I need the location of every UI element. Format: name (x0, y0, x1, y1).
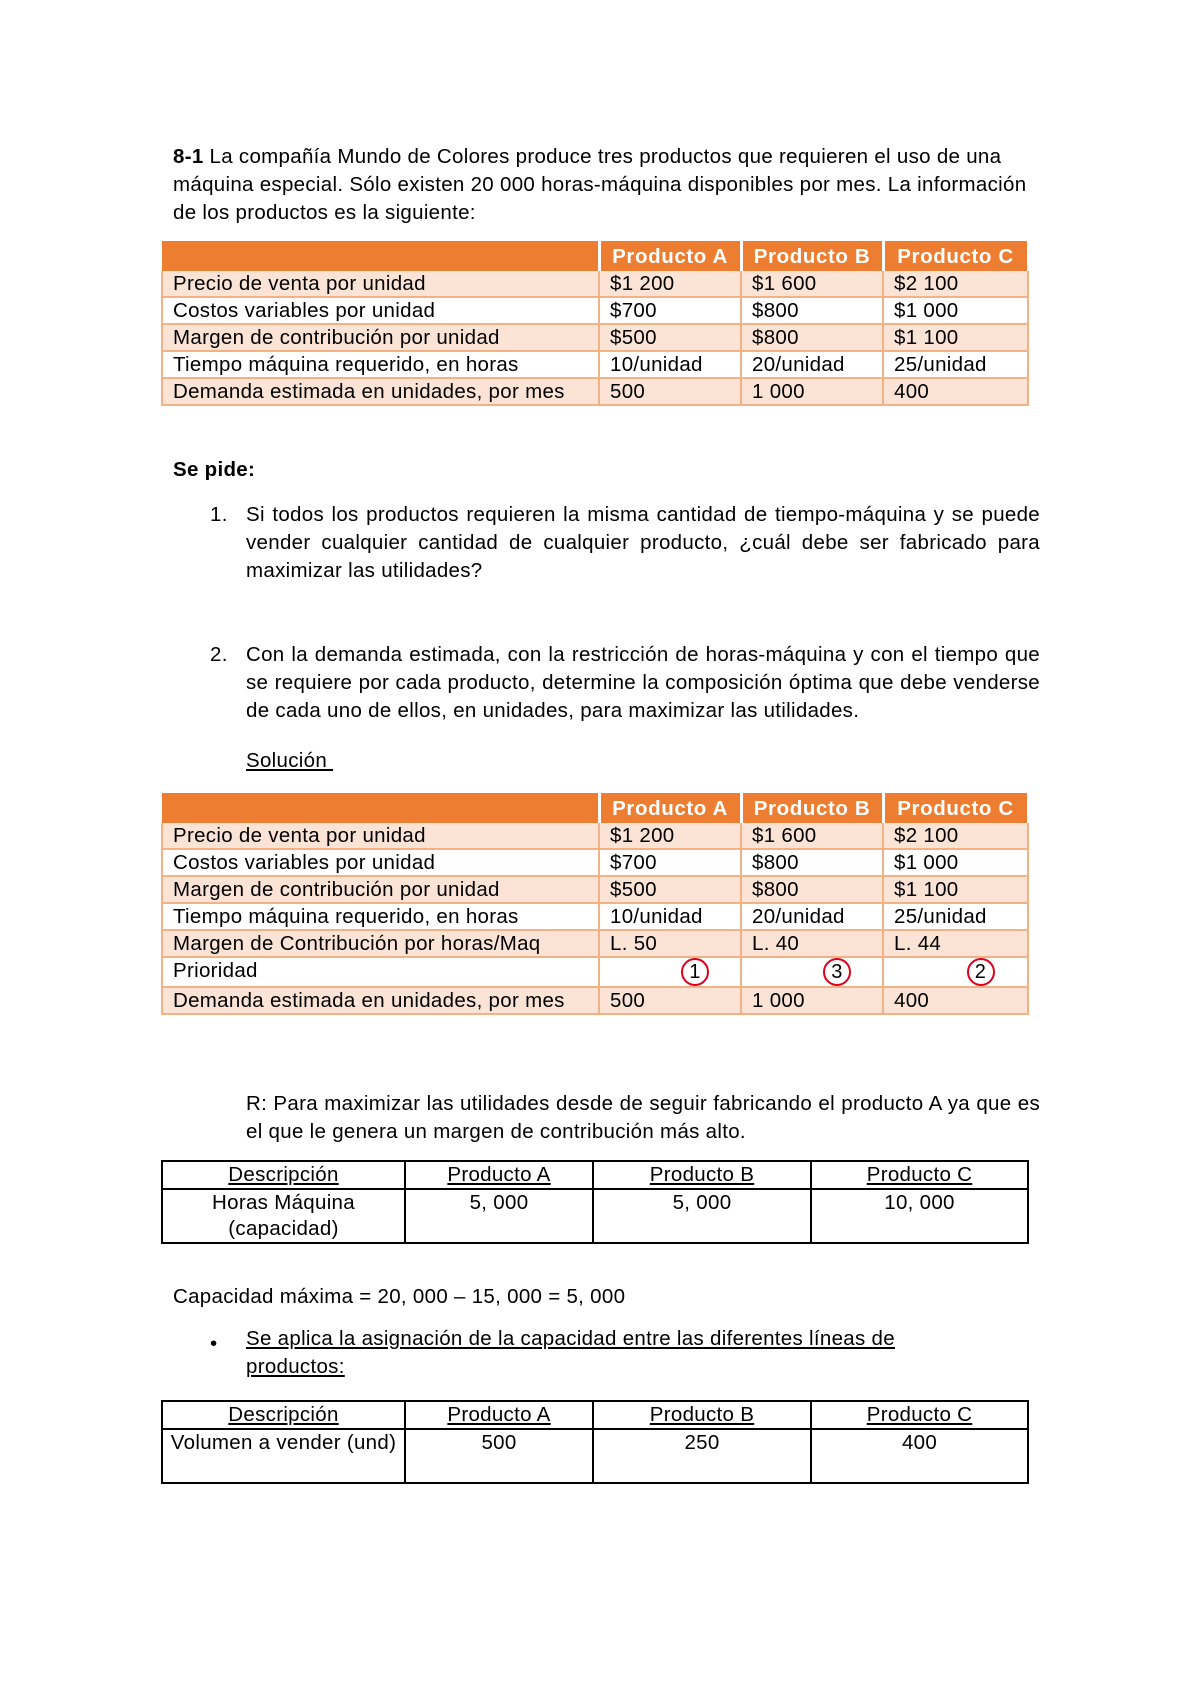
row-label: Tiempo máquina requerido, en horas (162, 903, 599, 930)
header-text: Producto C (866, 1163, 973, 1186)
row-label: Margen de Contribución por horas/Maq (162, 930, 599, 957)
table-cell: $800 (741, 849, 883, 876)
table-cell: $800 (741, 297, 883, 324)
header-cell: Producto C (883, 241, 1028, 271)
table-cell: 1 000 (741, 378, 883, 405)
volume-table (161, 1400, 1029, 1484)
table-cell: $1 200 (599, 823, 741, 849)
header-cell (593, 1161, 811, 1189)
row-label: Prioridad (162, 957, 599, 987)
row-label: Horas Máquina (capacidad) (162, 1189, 405, 1243)
table-cell: L. 40 (741, 930, 883, 957)
table-cell: 400 (811, 1429, 1028, 1483)
priority-cell (741, 957, 883, 987)
solucion-heading: Solución (246, 749, 334, 772)
question-number: 2. (210, 643, 228, 666)
table-cell: $1 600 (741, 823, 883, 849)
header-cell (162, 1161, 405, 1189)
row-label: Costos variables por unidad (162, 849, 599, 876)
priority-circle: 3 (823, 958, 851, 986)
question-text: Si todos los productos requieren la misma cantidad de tiempo-máquina y se puede vender cualquier cantidad de cualquier producto, ¿cuál debe ser fabricado para maximizar las utilidades? (246, 503, 1040, 582)
header-cell (811, 1161, 1028, 1189)
priority-row (162, 957, 1028, 987)
table-cell: 5, 000 (593, 1189, 811, 1243)
table-cell: 10, 000 (811, 1189, 1028, 1243)
bullet-icon: • (210, 1332, 218, 1355)
row-label: Precio de venta por unidad (162, 823, 599, 849)
table-cell: 400 (883, 378, 1028, 405)
table-row (162, 876, 1028, 903)
table-cell: 10/unidad (599, 903, 741, 930)
table-cell: $1 100 (883, 876, 1028, 903)
table-cell: L. 50 (599, 930, 741, 957)
row-label: Demanda estimada en unidades, por mes (162, 987, 599, 1014)
table-cell: 25/unidad (883, 351, 1028, 378)
row-label: Margen de contribución por unidad (162, 324, 599, 351)
solution-table (161, 793, 1030, 1015)
header-cell (162, 1401, 405, 1429)
table-header-row (162, 241, 1028, 271)
table-row (162, 1429, 1028, 1483)
product-table (161, 241, 1030, 406)
header-text: Producto A (447, 1403, 551, 1426)
table-cell: 25/unidad (883, 903, 1028, 930)
table-row (162, 324, 1028, 351)
table-cell: $500 (599, 324, 741, 351)
bullet-text: Se aplica la asignación de la capacidad entre las diferentes líneas de productos: (246, 1327, 895, 1378)
header-cell (162, 793, 599, 823)
question-text: Con la demanda estimada, con la restricción de horas-máquina y con el tiempo que se requiere por cada producto, determine la composición óptima que debe venderse de cada uno de ellos, en unidades, para maximizar las utilidades. (246, 643, 1040, 722)
exercise-label: 8-1 (173, 145, 204, 168)
row-label: Demanda estimada en unidades, por mes (162, 378, 599, 405)
intro-text: La compañía Mundo de Colores produce tres productos que requieren el uso de una máquina especial. Sólo existen 20 000 horas-máquina disponibles por mes. La información de los productos es la siguiente: (173, 145, 1027, 224)
table-row (162, 297, 1028, 324)
row-label: Margen de contribución por unidad (162, 876, 599, 903)
capacity-table (161, 1160, 1029, 1244)
table-cell: $1 600 (741, 271, 883, 297)
table-cell: 500 (599, 378, 741, 405)
row-label: Volumen a vender (und) (162, 1429, 405, 1483)
table-cell: $1 000 (883, 297, 1028, 324)
header-cell (811, 1401, 1028, 1429)
answer-text: R: Para maximizar las utilidades desde de seguir fabricando el producto A ya que es el que le genera un margen de contribución más alto. (246, 1092, 1040, 1143)
table-cell: $800 (741, 876, 883, 903)
table-cell: $1 100 (883, 324, 1028, 351)
table-cell: 20/unidad (741, 903, 883, 930)
table-cell: L. 44 (883, 930, 1028, 957)
header-text: Producto B (649, 1403, 755, 1426)
priority-circle: 1 (681, 958, 709, 986)
table-cell: $2 100 (883, 823, 1028, 849)
header-cell (405, 1161, 593, 1189)
question-number: 1. (210, 503, 228, 526)
table-row (162, 987, 1028, 1014)
priority-circle: 2 (967, 958, 995, 986)
table-cell: 500 (599, 987, 741, 1014)
header-cell: Producto C (883, 793, 1028, 823)
table-row (162, 1189, 1028, 1243)
capacity-line: Capacidad máxima = 20, 000 – 15, 000 = 5, 000 (173, 1285, 626, 1308)
table-cell: 1 000 (741, 987, 883, 1014)
table-cell: 250 (593, 1429, 811, 1483)
table-cell: $1 200 (599, 271, 741, 297)
header-cell (405, 1401, 593, 1429)
table-row (162, 823, 1028, 849)
table-cell: $2 100 (883, 271, 1028, 297)
header-text: Descripción (228, 1403, 339, 1426)
table-row (162, 378, 1028, 405)
table-cell: 10/unidad (599, 351, 741, 378)
priority-cell (599, 957, 741, 987)
se-pide-heading: Se pide: (173, 458, 256, 481)
table-header-row (162, 793, 1028, 823)
table-row (162, 271, 1028, 297)
header-text: Producto A (447, 1163, 551, 1186)
table-cell: 5, 000 (405, 1189, 593, 1243)
table-header-row (162, 1401, 1028, 1429)
row-label: Tiempo máquina requerido, en horas (162, 351, 599, 378)
table-cell: 500 (405, 1429, 593, 1483)
table-row (162, 930, 1028, 957)
table-cell: $700 (599, 297, 741, 324)
header-cell: Producto A (599, 241, 741, 271)
header-cell (162, 241, 599, 271)
table-row (162, 849, 1028, 876)
header-text: Producto B (649, 1163, 755, 1186)
table-cell: $1 000 (883, 849, 1028, 876)
table-row (162, 903, 1028, 930)
header-text: Descripción (228, 1163, 339, 1186)
header-text: Producto C (866, 1403, 973, 1426)
header-cell: Producto B (741, 241, 883, 271)
table-header-row (162, 1161, 1028, 1189)
table-cell: 400 (883, 987, 1028, 1014)
priority-cell (883, 957, 1028, 987)
header-cell: Producto A (599, 793, 741, 823)
header-cell (593, 1401, 811, 1429)
table-cell: 20/unidad (741, 351, 883, 378)
row-label: Precio de venta por unidad (162, 271, 599, 297)
table-row (162, 351, 1028, 378)
row-label: Costos variables por unidad (162, 297, 599, 324)
intro-paragraph (173, 143, 1041, 227)
table-cell: $500 (599, 876, 741, 903)
header-cell: Producto B (741, 793, 883, 823)
table-cell: $800 (741, 324, 883, 351)
table-cell: $700 (599, 849, 741, 876)
